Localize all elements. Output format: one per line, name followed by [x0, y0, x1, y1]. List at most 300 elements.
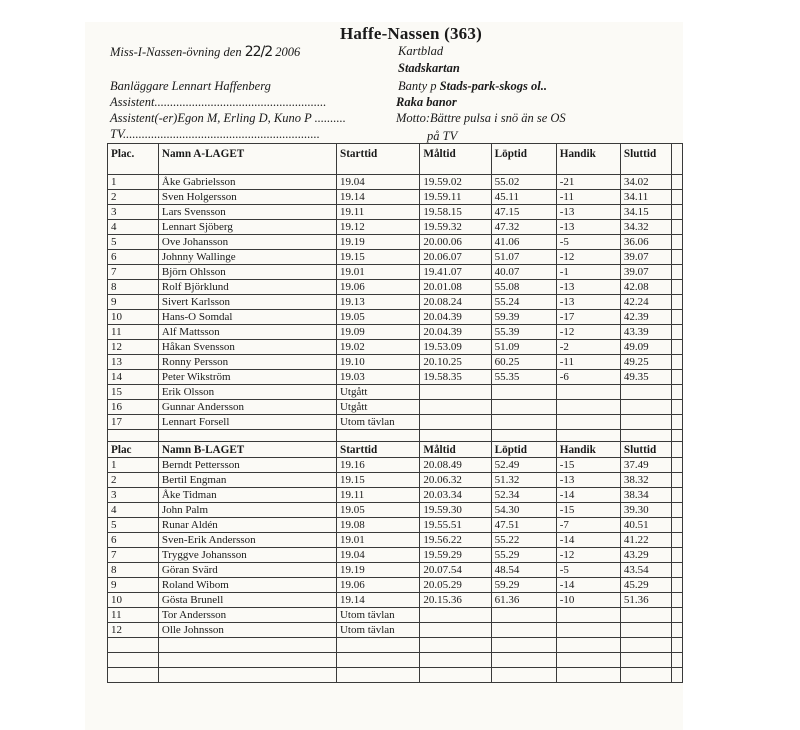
exercise-line: [110, 44, 300, 60]
handwritten-date: 22/2: [244, 44, 273, 60]
result-cell: 7: [108, 548, 159, 563]
result-cell: 19.13: [336, 295, 419, 310]
result-cell: 20.07.54: [420, 563, 491, 578]
result-cell: 19.15: [336, 473, 419, 488]
empty-row: [108, 668, 683, 683]
result-cell: 5: [108, 518, 159, 533]
result-cell: [620, 400, 671, 415]
result-cell: 20.01.08: [420, 280, 491, 295]
exercise-label: Miss-I-Nassen-övning den: [110, 45, 242, 59]
result-cell: 55.29: [491, 548, 556, 563]
result-cell: -2: [556, 340, 620, 355]
result-cell: 55.08: [491, 280, 556, 295]
result-cell: 10: [108, 310, 159, 325]
result-cell: [556, 608, 620, 623]
result-cell: 45.29: [620, 578, 671, 593]
empty-row: [108, 653, 683, 668]
result-cell: 19.14: [336, 593, 419, 608]
result-cell: Roland Wibom: [158, 578, 336, 593]
result-cell: 40.07: [491, 265, 556, 280]
result-cell: -6: [556, 370, 620, 385]
result-cell: 19.19: [336, 563, 419, 578]
margin-cell: [671, 355, 682, 370]
result-cell: 42.08: [620, 280, 671, 295]
result-cell: [620, 608, 671, 623]
result-cell: -17: [556, 310, 620, 325]
result-cell: 11: [108, 325, 159, 340]
result-row: [108, 415, 683, 430]
result-cell: 19.19: [336, 235, 419, 250]
col-header: Starttid: [336, 442, 419, 458]
result-cell: 55.39: [491, 325, 556, 340]
result-row: [108, 593, 683, 608]
result-cell: -11: [556, 190, 620, 205]
result-cell: [420, 608, 491, 623]
margin-cell: [671, 235, 682, 250]
result-cell: 47.15: [491, 205, 556, 220]
result-cell: 41.06: [491, 235, 556, 250]
tv-right: på TV: [427, 129, 458, 143]
result-cell: Åke Gabrielsson: [158, 175, 336, 190]
result-cell: 1: [108, 175, 159, 190]
result-cell: -11: [556, 355, 620, 370]
result-cell: -1: [556, 265, 620, 280]
col-header: Sluttid: [620, 442, 671, 458]
assistant-line: Assistent.......................................................: [110, 95, 327, 109]
course-setter: Banläggare Lennart Haffenberg: [110, 79, 271, 93]
result-cell: [420, 400, 491, 415]
result-cell: -7: [556, 518, 620, 533]
result-cell: Rolf Björklund: [158, 280, 336, 295]
team-a-header-row: [108, 144, 683, 175]
col-header: Starttid: [336, 144, 419, 175]
margin-cell: [671, 280, 682, 295]
result-cell: Bertil Engman: [158, 473, 336, 488]
result-cell: 61.36: [491, 593, 556, 608]
result-cell: 17: [108, 415, 159, 430]
margin-cell: [671, 370, 682, 385]
result-row: [108, 250, 683, 265]
col-header: Måltid: [420, 144, 491, 175]
margin-cell: [671, 340, 682, 355]
result-cell: 19.10: [336, 355, 419, 370]
result-cell: 36.06: [620, 235, 671, 250]
result-cell: 20.06.07: [420, 250, 491, 265]
result-cell: Ove Johansson: [158, 235, 336, 250]
result-cell: 20.06.32: [420, 473, 491, 488]
margin-cell: [671, 442, 682, 458]
result-cell: 15: [108, 385, 159, 400]
result-row: [108, 578, 683, 593]
result-cell: 42.39: [620, 310, 671, 325]
result-cell: 38.32: [620, 473, 671, 488]
result-cell: 19.06: [336, 280, 419, 295]
result-cell: [491, 623, 556, 638]
margin-cell: [671, 295, 682, 310]
result-cell: 14: [108, 370, 159, 385]
map-name: Stadskartan: [398, 61, 460, 75]
result-cell: 19.11: [336, 205, 419, 220]
result-row: [108, 533, 683, 548]
result-cell: 43.54: [620, 563, 671, 578]
margin-cell: [671, 310, 682, 325]
result-cell: -13: [556, 220, 620, 235]
result-cell: 49.09: [620, 340, 671, 355]
result-cell: Runar Aldén: [158, 518, 336, 533]
result-row: [108, 385, 683, 400]
result-cell: 11: [108, 608, 159, 623]
result-cell: 43.39: [620, 325, 671, 340]
result-cell: [491, 415, 556, 430]
result-cell: 47.32: [491, 220, 556, 235]
result-cell: [556, 385, 620, 400]
result-cell: -12: [556, 325, 620, 340]
result-cell: 39.07: [620, 250, 671, 265]
result-cell: 55.24: [491, 295, 556, 310]
result-cell: Ronny Persson: [158, 355, 336, 370]
result-row: [108, 518, 683, 533]
result-cell: 20.15.36: [420, 593, 491, 608]
result-cell: 38.34: [620, 488, 671, 503]
results-table: [107, 143, 683, 683]
empty-rows: [108, 638, 683, 683]
result-cell: Tor Andersson: [158, 608, 336, 623]
result-cell: -14: [556, 488, 620, 503]
terrain-line: Banty p Stads-park-skogs ol..: [398, 79, 547, 93]
result-row: [108, 355, 683, 370]
result-cell: Erik Olsson: [158, 385, 336, 400]
result-cell: 19.01: [336, 265, 419, 280]
result-row: [108, 458, 683, 473]
result-cell: -13: [556, 473, 620, 488]
result-cell: 19.14: [336, 190, 419, 205]
margin-cell: [671, 578, 682, 593]
result-row: [108, 563, 683, 578]
result-cell: 19.12: [336, 220, 419, 235]
result-cell: 41.22: [620, 533, 671, 548]
margin-cell: [671, 518, 682, 533]
result-cell: Utom tävlan: [336, 415, 419, 430]
margin-cell: [671, 220, 682, 235]
col-header: Namn A-LAGET: [158, 144, 336, 175]
result-cell: Hans-O Somdal: [158, 310, 336, 325]
result-row: [108, 265, 683, 280]
result-cell: 45.11: [491, 190, 556, 205]
margin-cell: [671, 503, 682, 518]
result-cell: 51.32: [491, 473, 556, 488]
result-cell: 19.05: [336, 310, 419, 325]
result-cell: -13: [556, 280, 620, 295]
result-cell: 2: [108, 473, 159, 488]
result-cell: 9: [108, 295, 159, 310]
result-cell: 6: [108, 250, 159, 265]
result-row: [108, 400, 683, 415]
result-cell: [556, 400, 620, 415]
result-cell: 19.56.22: [420, 533, 491, 548]
result-cell: -15: [556, 458, 620, 473]
result-cell: 19.55.51: [420, 518, 491, 533]
result-cell: 3: [108, 488, 159, 503]
result-cell: 4: [108, 503, 159, 518]
map-label: Kartblad: [398, 44, 444, 58]
result-cell: 20.08.24: [420, 295, 491, 310]
result-cell: 19.02: [336, 340, 419, 355]
result-cell: 40.51: [620, 518, 671, 533]
result-cell: 19.04: [336, 548, 419, 563]
result-cell: Tryggve Johansson: [158, 548, 336, 563]
result-cell: -21: [556, 175, 620, 190]
result-cell: -5: [556, 563, 620, 578]
margin-cell: [671, 533, 682, 548]
col-header: Plac: [108, 442, 159, 458]
result-cell: -13: [556, 295, 620, 310]
result-cell: 51.36: [620, 593, 671, 608]
result-row: [108, 220, 683, 235]
result-cell: 19.16: [336, 458, 419, 473]
result-cell: 19.59.30: [420, 503, 491, 518]
col-header: Handik: [556, 442, 620, 458]
result-cell: 20.04.39: [420, 325, 491, 340]
margin-cell: [671, 458, 682, 473]
result-cell: 9: [108, 578, 159, 593]
tv-line: TV...............................................................: [110, 127, 320, 141]
result-cell: 12: [108, 623, 159, 638]
result-cell: Utgått: [336, 400, 419, 415]
col-header: Namn B-LAGET: [158, 442, 336, 458]
result-cell: 19.59.11: [420, 190, 491, 205]
col-header: Löptid: [491, 144, 556, 175]
result-cell: Utom tävlan: [336, 608, 419, 623]
result-cell: 2: [108, 190, 159, 205]
result-cell: 19.58.35: [420, 370, 491, 385]
result-cell: -5: [556, 235, 620, 250]
result-cell: 19.11: [336, 488, 419, 503]
result-cell: 12: [108, 340, 159, 355]
course-type: Raka banor: [396, 95, 457, 109]
result-cell: 19.59.32: [420, 220, 491, 235]
result-cell: Alf Mattsson: [158, 325, 336, 340]
margin-cell: [671, 205, 682, 220]
result-cell: 19.15: [336, 250, 419, 265]
result-cell: [420, 385, 491, 400]
result-cell: Berndt Pettersson: [158, 458, 336, 473]
result-row: [108, 473, 683, 488]
margin-cell: [671, 548, 682, 563]
result-cell: Lennart Sjöberg: [158, 220, 336, 235]
result-cell: [491, 385, 556, 400]
result-cell: 47.51: [491, 518, 556, 533]
result-cell: 59.39: [491, 310, 556, 325]
result-cell: 6: [108, 533, 159, 548]
result-cell: 19.41.07: [420, 265, 491, 280]
result-row: [108, 280, 683, 295]
result-row: [108, 340, 683, 355]
result-row: [108, 310, 683, 325]
result-row: [108, 608, 683, 623]
result-cell: 19.03: [336, 370, 419, 385]
result-cell: 42.24: [620, 295, 671, 310]
result-cell: Olle Johnsson: [158, 623, 336, 638]
team-a-results: [108, 144, 683, 430]
result-cell: 39.30: [620, 503, 671, 518]
motto-line: Motto:Bättre pulsa i snö än se OS: [396, 111, 566, 125]
result-cell: 10: [108, 593, 159, 608]
blank-row: [108, 430, 683, 442]
result-row: [108, 548, 683, 563]
exercise-year: 2006: [275, 45, 301, 59]
result-row: [108, 175, 683, 190]
result-cell: 19.04: [336, 175, 419, 190]
result-cell: Sven-Erik Andersson: [158, 533, 336, 548]
result-cell: Gunnar Andersson: [158, 400, 336, 415]
result-cell: [620, 415, 671, 430]
result-cell: Göran Svärd: [158, 563, 336, 578]
col-header: Sluttid: [620, 144, 671, 175]
result-row: [108, 295, 683, 310]
col-header: Plac.: [108, 144, 159, 175]
result-cell: [420, 415, 491, 430]
result-cell: 37.49: [620, 458, 671, 473]
result-row: [108, 488, 683, 503]
result-cell: 19.53.09: [420, 340, 491, 355]
margin-cell: [671, 473, 682, 488]
margin-cell: [671, 563, 682, 578]
result-cell: 16: [108, 400, 159, 415]
result-cell: 8: [108, 563, 159, 578]
result-cell: 39.07: [620, 265, 671, 280]
result-cell: 19.01: [336, 533, 419, 548]
result-cell: [556, 623, 620, 638]
result-cell: 5: [108, 235, 159, 250]
result-cell: [556, 415, 620, 430]
margin-cell: [671, 250, 682, 265]
margin-cell: [671, 144, 682, 175]
result-row: [108, 190, 683, 205]
result-cell: Lars Svensson: [158, 205, 336, 220]
result-cell: Peter Wikström: [158, 370, 336, 385]
result-row: [108, 325, 683, 340]
result-cell: [620, 385, 671, 400]
result-cell: 52.34: [491, 488, 556, 503]
assistants-line: Assistent(-er)Egon M, Erling D, Kuno P ..........: [110, 111, 346, 125]
result-cell: 51.09: [491, 340, 556, 355]
result-cell: 20.03.34: [420, 488, 491, 503]
col-header: Handik: [556, 144, 620, 175]
result-cell: 1: [108, 458, 159, 473]
team-b-header-row: [108, 442, 683, 458]
result-row: [108, 205, 683, 220]
result-cell: 34.32: [620, 220, 671, 235]
empty-row: [108, 638, 683, 653]
result-row: [108, 623, 683, 638]
margin-cell: [671, 190, 682, 205]
team-b-results: [108, 442, 683, 638]
result-cell: 4: [108, 220, 159, 235]
result-cell: 20.10.25: [420, 355, 491, 370]
result-cell: Åke Tidman: [158, 488, 336, 503]
result-cell: [491, 608, 556, 623]
result-cell: John Palm: [158, 503, 336, 518]
col-header: Måltid: [420, 442, 491, 458]
result-cell: 60.25: [491, 355, 556, 370]
result-cell: Lennart Forsell: [158, 415, 336, 430]
result-cell: 48.54: [491, 563, 556, 578]
result-cell: 3: [108, 205, 159, 220]
result-cell: Utom tävlan: [336, 623, 419, 638]
result-cell: -12: [556, 250, 620, 265]
result-cell: Björn Ohlsson: [158, 265, 336, 280]
result-cell: 19.59.02: [420, 175, 491, 190]
result-cell: 55.35: [491, 370, 556, 385]
result-cell: 19.58.15: [420, 205, 491, 220]
result-cell: -13: [556, 205, 620, 220]
result-cell: -14: [556, 578, 620, 593]
result-cell: 34.15: [620, 205, 671, 220]
result-cell: 51.07: [491, 250, 556, 265]
result-cell: 34.02: [620, 175, 671, 190]
result-cell: Utgått: [336, 385, 419, 400]
result-cell: 19.09: [336, 325, 419, 340]
margin-cell: [671, 415, 682, 430]
result-cell: 55.22: [491, 533, 556, 548]
result-row: [108, 503, 683, 518]
col-header: Löptid: [491, 442, 556, 458]
result-cell: 19.08: [336, 518, 419, 533]
result-cell: [420, 623, 491, 638]
result-cell: [491, 400, 556, 415]
margin-cell: [671, 488, 682, 503]
result-cell: 19.06: [336, 578, 419, 593]
result-cell: 13: [108, 355, 159, 370]
margin-cell: [671, 175, 682, 190]
result-cell: -12: [556, 548, 620, 563]
result-cell: 20.04.39: [420, 310, 491, 325]
result-cell: 55.02: [491, 175, 556, 190]
result-row: [108, 370, 683, 385]
result-cell: 59.29: [491, 578, 556, 593]
team-separator: [108, 430, 683, 442]
margin-cell: [671, 385, 682, 400]
document-title: Haffe-Nassen (363): [340, 24, 482, 43]
result-cell: 20.08.49: [420, 458, 491, 473]
result-cell: 54.30: [491, 503, 556, 518]
result-cell: [620, 623, 671, 638]
result-cell: 8: [108, 280, 159, 295]
result-cell: -15: [556, 503, 620, 518]
margin-cell: [671, 593, 682, 608]
result-cell: -10: [556, 593, 620, 608]
result-cell: Sven Holgersson: [158, 190, 336, 205]
result-cell: Håkan Svensson: [158, 340, 336, 355]
margin-cell: [671, 608, 682, 623]
result-cell: 20.05.29: [420, 578, 491, 593]
margin-cell: [671, 623, 682, 638]
margin-cell: [671, 265, 682, 280]
result-cell: 34.11: [620, 190, 671, 205]
result-cell: 52.49: [491, 458, 556, 473]
result-cell: 19.05: [336, 503, 419, 518]
result-row: [108, 235, 683, 250]
result-cell: Sivert Karlsson: [158, 295, 336, 310]
margin-cell: [671, 325, 682, 340]
result-cell: 49.25: [620, 355, 671, 370]
result-cell: 49.35: [620, 370, 671, 385]
result-cell: 43.29: [620, 548, 671, 563]
result-cell: 20.00.06: [420, 235, 491, 250]
result-cell: -14: [556, 533, 620, 548]
result-cell: Gösta Brunell: [158, 593, 336, 608]
margin-cell: [671, 400, 682, 415]
